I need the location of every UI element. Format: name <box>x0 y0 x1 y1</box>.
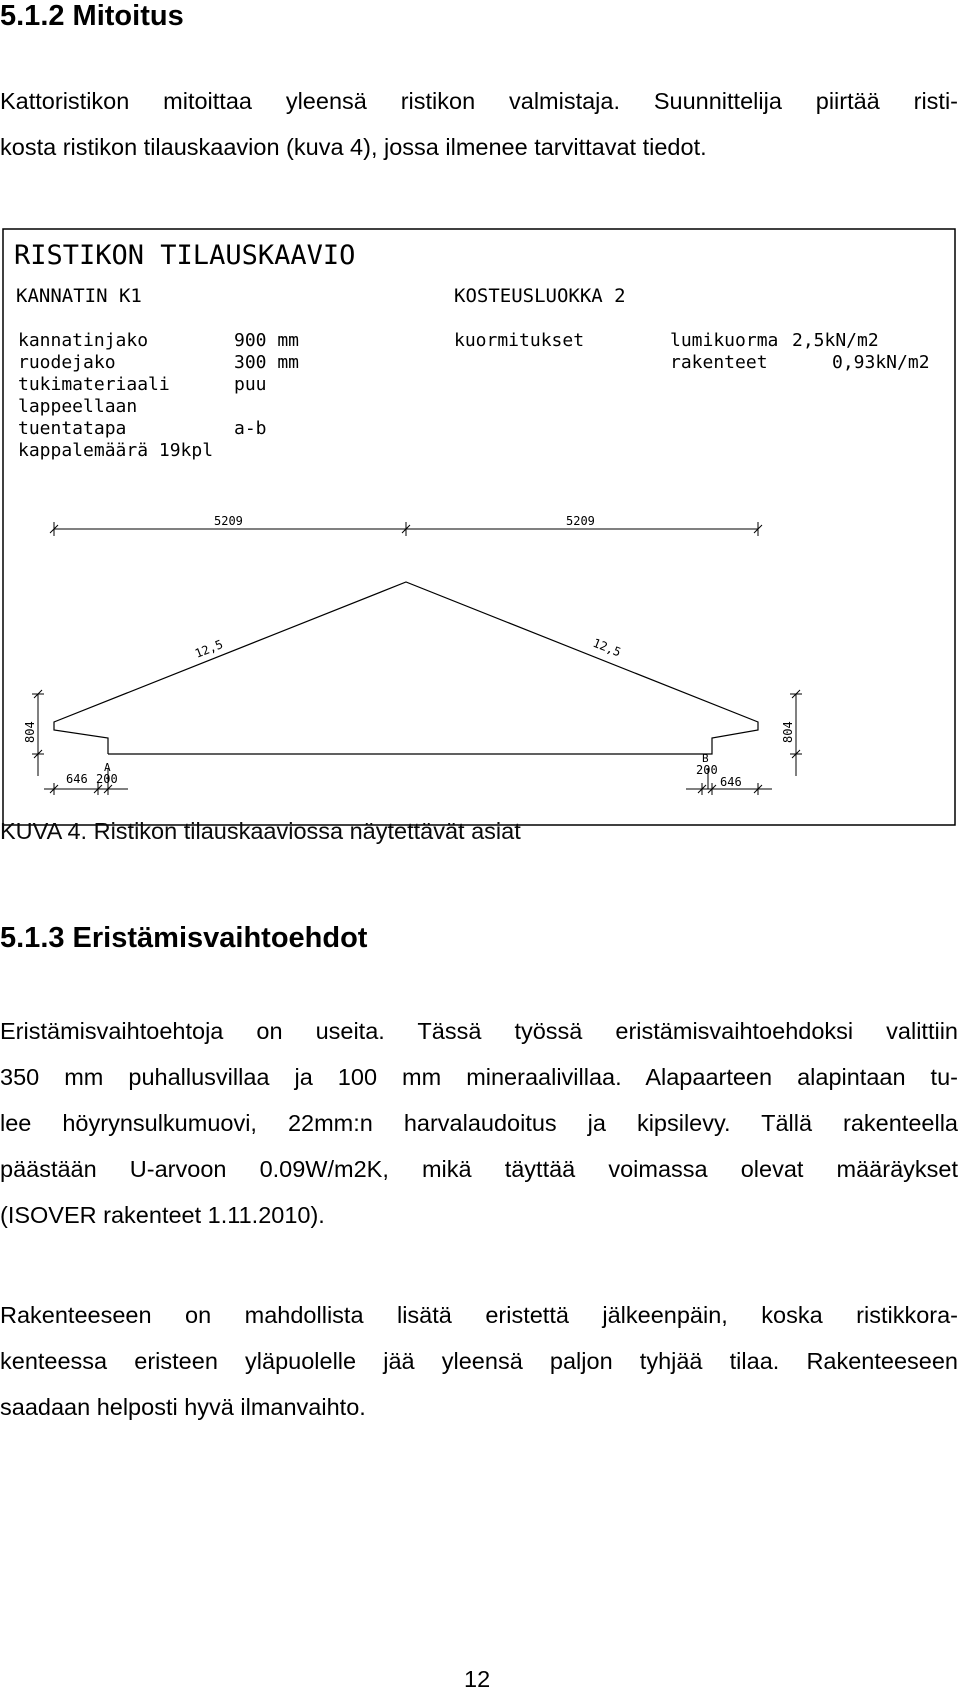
kosteusluokka-label: KOSTEUSLUOKKA 2 <box>454 285 626 307</box>
support-left-label: 200 <box>96 772 118 786</box>
row-value-tuentatapa: a-b <box>234 418 267 439</box>
support-a-label: A <box>104 761 111 774</box>
load-label-lumikuorma: lumikuorma <box>670 330 779 351</box>
load-value-rakenteet: 0,93kN/m2 <box>832 352 930 373</box>
section-heading-eristamisvaihtoehdot: 5.1.3 Eristämisvaihtoehdot <box>0 922 368 954</box>
paragraph-lisaeristys <box>0 1292 958 1430</box>
paragraph-line: 350 mm puhallusvillaa ja 100 mm mineraalivillaa. Alapaarteen alapintaan tu- <box>0 1064 958 1090</box>
diagram-frame <box>3 229 955 825</box>
support-b-label: B <box>702 752 709 765</box>
load-value-lumikuorma: 2,5kN/m2 <box>792 330 879 351</box>
loads-heading: kuormitukset <box>454 330 585 351</box>
row-label-kannatinjako: kannatinjako <box>18 330 149 351</box>
row-value-tukimateriaali: puu <box>234 374 267 395</box>
slope-left-label: 12,5 <box>192 637 225 661</box>
paragraph-line: Kattoristikon mitoittaa yleensä ristikon valmistaja. Suunnittelija piirtää risti- <box>0 88 958 114</box>
paragraph-line: (ISOVER rakenteet 1.11.2010). <box>0 1202 325 1228</box>
slope-right-label: 12,5 <box>590 635 623 660</box>
overhang-right-label: 646 <box>720 775 742 789</box>
row-label-ruodejako: ruodejako <box>18 352 116 373</box>
paragraph-line: saadaan helposti hyvä ilmanvaihto. <box>0 1394 366 1420</box>
row-value-kannatinjako: 900 mm <box>234 330 300 351</box>
section-heading-mitoitus: 5.1.2 Mitoitus <box>0 0 184 32</box>
height-right-label: 804 <box>781 721 795 743</box>
span-right-label: 5209 <box>566 514 595 528</box>
paragraph-line: Eristämisvaihtoehtoja on useita. Tässä työssä eristämisvaihtoehdoksi valittiin <box>0 1018 958 1044</box>
span-left-label: 5209 <box>214 514 243 528</box>
overhang-left-label: 646 <box>66 772 88 786</box>
kannatin-label: KANNATIN K1 <box>16 285 142 307</box>
height-left-label: 804 <box>23 721 37 743</box>
row-label-lappeellaan: lappeellaan <box>18 396 138 417</box>
page-number: 12 <box>464 1666 491 1692</box>
figure-caption: KUVA 4. Ristikon tilauskaaviossa näytettävät asiat <box>0 818 521 844</box>
paragraph-line: lee höyrynsulkumuovi, 22mm:n harvalaudoitus ja kipsilevy. Tällä rakenteella <box>0 1110 958 1136</box>
paragraph-line: Rakenteeseen on mahdollista lisätä eristettä jälkeenpäin, koska ristikkora- <box>0 1302 958 1328</box>
support-right-label: 200 <box>696 763 718 777</box>
row-label-kappalemaara: kappalemäärä 19kpl <box>18 440 214 461</box>
row-value-ruodejako: 300 mm <box>234 352 300 373</box>
paragraph-line: kosta ristikon tilauskaavion (kuva 4), jossa ilmenee tarvittavat tiedot. <box>0 134 707 160</box>
diagram-title: RISTIKON TILAUSKAAVIO <box>14 240 356 271</box>
row-label-tuentatapa: tuentatapa <box>18 418 127 439</box>
paragraph-eristamisvaihtoehdot <box>0 1008 958 1238</box>
truss-order-diagram <box>2 228 956 826</box>
paragraph-line: päästään U-arvoon 0.09W/m2K, mikä täyttää voimassa olevat määräykset <box>0 1156 958 1182</box>
row-label-tukimateriaali: tukimateriaali <box>18 374 170 395</box>
load-label-rakenteet: rakenteet <box>670 352 768 373</box>
paragraph-mitoitus <box>0 78 958 170</box>
paragraph-line: kenteessa eristeen yläpuolelle jää yleensä paljon tyhjää tilaa. Rakenteeseen <box>0 1348 958 1374</box>
